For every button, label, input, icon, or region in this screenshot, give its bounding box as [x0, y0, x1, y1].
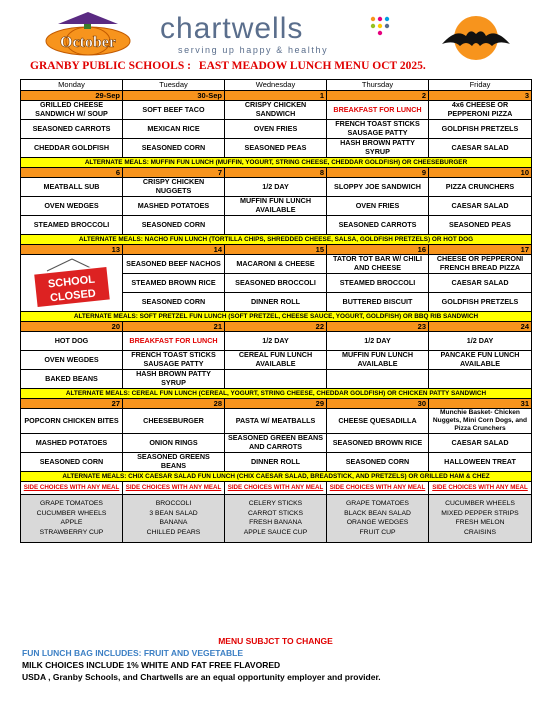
menu-change-notice: MENU SUBJCT TO CHANGE: [218, 636, 333, 646]
menu-item: DINNER ROLL: [225, 453, 327, 472]
side-choices-heading: SIDE CHOICES WITH ANY MEAL: [327, 482, 429, 495]
alternate-meals: ALTERNATE MEALS: CHIX CAESAR SALAD FUN LUNCH (CHIX CAESAR SALAD, BREADSTICK, AND PRETZELS) OR GRILLED HAM & CHEZ: [21, 472, 532, 482]
date-cell: 29-Sep: [21, 91, 123, 101]
side-item: APPLE: [60, 519, 83, 526]
date-cell: 28: [123, 399, 225, 409]
menu-item: SEASONED PEAS: [429, 216, 532, 235]
menu-item: PASTA W/ MEATBALLS: [225, 409, 327, 434]
menu-item: CAESAR SALAD: [429, 197, 532, 216]
menu-item: STEAMED BROCCOLI: [327, 274, 429, 293]
brand-tagline: serving up happy & healthy: [178, 45, 329, 55]
menu-item: BREAKFAST FOR LUNCH: [123, 332, 225, 351]
weekday-header-row: [21, 80, 532, 91]
alternate-meals-row: [21, 235, 532, 245]
menu-item: TATOR TOT BAR W/ CHILI AND CHEESE: [327, 255, 429, 274]
menu-item: SEASONED CARROTS: [21, 120, 123, 139]
menu-item: [225, 216, 327, 235]
chartwells-logo: [160, 14, 400, 54]
day-header: Thursday: [327, 80, 429, 91]
date-cell: 16: [327, 245, 429, 255]
day-header: Tuesday: [123, 80, 225, 91]
date-cell: 3: [429, 91, 532, 101]
date-cell: 31: [429, 399, 532, 409]
side-item: CHILLED PEARS: [146, 528, 201, 536]
school-closed-cell: [21, 255, 123, 312]
date-cell: 15: [225, 245, 327, 255]
date-row: [21, 399, 532, 409]
side-choices-list: [327, 495, 429, 543]
side-item: FRUIT CUP: [359, 528, 396, 536]
date-cell: 29: [225, 399, 327, 409]
side-item: 3 BEAN SALAD: [149, 509, 198, 517]
menu-item: 1/2 DAY: [327, 332, 429, 351]
side-item: GRAPE TOMATOES: [40, 500, 103, 507]
menu-item: CHEESE QUESADILLA: [327, 409, 429, 434]
menu-row: [21, 370, 532, 389]
menu-item: SEASONED CORN: [123, 293, 225, 312]
side-item: BROCCOLI: [155, 500, 192, 507]
brand-name: chartwells: [160, 12, 304, 45]
menu-item: SEASONED BEEF NACHOS: [123, 255, 225, 274]
side-choices-header-row: [21, 482, 532, 495]
menu-item: SEASONED CORN: [21, 453, 123, 472]
side-item: APPLE SAUCE CUP: [243, 528, 308, 536]
menu-item: FRENCH TOAST STICKS SAUSAGE PATTY: [123, 351, 225, 370]
day-header: Wednesday: [225, 80, 327, 91]
menu-item: CAESAR SALAD: [429, 139, 532, 158]
menu-row: [21, 434, 532, 453]
october-pumpkin-logo: [38, 10, 138, 56]
menu-row: [21, 409, 532, 434]
menu-row: [21, 351, 532, 370]
menu-item: MUFFIN FUN LUNCH AVAILABLE: [225, 197, 327, 216]
alternate-meals-row: [21, 312, 532, 322]
menu-item: OVEN FRIES: [225, 120, 327, 139]
date-cell: 23: [327, 322, 429, 332]
menu-item: MASHED POTATOES: [123, 197, 225, 216]
menu-item: OVEN WEDGES: [21, 197, 123, 216]
menu-item: SEASONED BROCCOLI: [225, 274, 327, 293]
menu-item: HOT DOG: [21, 332, 123, 351]
side-item: FRESH BANANA: [249, 519, 302, 526]
side-choices-heading: SIDE CHOICES WITH ANY MEAL: [123, 482, 225, 495]
menu-item: SEASONED PEAS: [225, 139, 327, 158]
side-item: MIXED PEPPER STRIPS: [441, 509, 519, 517]
date-row: [21, 168, 532, 178]
date-cell: 8: [225, 168, 327, 178]
alternate-meals-row: [21, 158, 532, 168]
menu-item: 1/2 DAY: [429, 332, 532, 351]
date-cell: 30: [327, 399, 429, 409]
school-closed-sign: [27, 257, 117, 307]
menu-row: [21, 216, 532, 235]
menu-item: SEASONED GREEN BEANS AND CARROTS: [225, 434, 327, 453]
side-choices-list: [429, 495, 532, 543]
menu-item: [429, 370, 532, 389]
menu-item: SEASONED CORN: [327, 453, 429, 472]
menu-item: HALLOWEEN TREAT: [429, 453, 532, 472]
menu-item: GRILLED CHEESE SANDWICH W/ SOUP: [21, 101, 123, 120]
menu-item: SOFT BEEF TACO: [123, 101, 225, 120]
menu-item: BUTTERED BISCUIT: [327, 293, 429, 312]
side-item: BANANA: [159, 519, 188, 526]
fun-lunch-note: FUN LUNCH BAG INCLUDES: FRUIT AND VEGETABLE: [22, 648, 243, 658]
side-item: FRESH MELON: [455, 519, 505, 526]
date-cell: 2: [327, 91, 429, 101]
side-item: CUCUMBER WHEELS: [445, 500, 515, 507]
side-item: CARROT STICKS: [247, 509, 303, 517]
menu-item: PIZZA CRUNCHERS: [429, 178, 532, 197]
menu-item: HASH BROWN PATTY SYRUP: [327, 139, 429, 158]
menu-item: CHEESE OR PEPPERONI FRENCH BREAD PIZZA: [429, 255, 532, 274]
date-cell: 17: [429, 245, 532, 255]
alternate-meals: ALTERNATE MEALS: NACHO FUN LUNCH (TORTILLA CHIPS, SHREDDED CHEESE, SALSA, GOLDFISH PRETZELS) OR HOT DOG: [21, 235, 532, 245]
alternate-meals-row: [21, 389, 532, 399]
menu-item: CHEDDAR GOLDFISH: [21, 139, 123, 158]
date-cell: 14: [123, 245, 225, 255]
menu-row: [21, 120, 532, 139]
menu-item: BREAKFAST FOR LUNCH: [327, 101, 429, 120]
date-cell: 27: [21, 399, 123, 409]
day-header: Friday: [429, 80, 532, 91]
menu-item: FRENCH TOAST STICKS SAUSAGE PATTY: [327, 120, 429, 139]
date-cell: 9: [327, 168, 429, 178]
menu-item: SEASONED CORN: [123, 139, 225, 158]
menu-item: SEASONED BROWN RICE: [327, 434, 429, 453]
menu-item: GOLDFISH PRETZELS: [429, 120, 532, 139]
usda-statement: USDA , Granby Schools, and Chartwells are an equal opportunity employer and provider.: [22, 672, 381, 682]
side-item: BLACK BEAN SALAD: [344, 509, 411, 517]
day-header: Monday: [21, 80, 123, 91]
side-choices-heading: SIDE CHOICES WITH ANY MEAL: [225, 482, 327, 495]
date-cell: 22: [225, 322, 327, 332]
menu-item: POPCORN CHICKEN BITES: [21, 409, 123, 434]
menu-item: GOLDFISH PRETZELS: [429, 293, 532, 312]
side-choices-heading: SIDE CHOICES WITH ANY MEAL: [21, 482, 123, 495]
date-cell: 24: [429, 322, 532, 332]
alternate-meals-row: [21, 472, 532, 482]
date-cell: 21: [123, 322, 225, 332]
date-row: [21, 245, 532, 255]
side-item: CELERY STICKS: [248, 500, 303, 507]
menu-item: Munchie Basket- Chicken Nuggets, Mini Corn Dogs, and Pizza Crunchers: [429, 409, 532, 434]
title-menu: EAST MEADOW LUNCH MENU OCT 2025.: [198, 60, 426, 72]
menu-item: MACARONI & CHEESE: [225, 255, 327, 274]
menu-item: ONION RINGS: [123, 434, 225, 453]
date-cell: 20: [21, 322, 123, 332]
alternate-meals: ALTERNATE MEALS: MUFFIN FUN LUNCH (MUFFIN, YOGURT, STRING CHEESE, CHEDDAR GOLDFISH) OR CHEESEBURGER: [21, 158, 532, 168]
menu-item: CEREAL FUN LUNCH AVAILABLE: [225, 351, 327, 370]
menu-item: BAKED BEANS: [21, 370, 123, 389]
menu-item: MEATBALL SUB: [21, 178, 123, 197]
side-item: ORANGE WEDGES: [346, 519, 409, 526]
brand-dots-icon: [368, 14, 392, 38]
lunch-menu-table: [20, 79, 532, 543]
menu-item: 1/2 DAY: [225, 332, 327, 351]
alternate-meals: ALTERNATE MEALS: CEREAL FUN LUNCH (CEREAL, YOGURT, STRING CHEESE, CHEDDAR GOLDFISH) OR CHICKEN PATTY SANDWICH: [21, 389, 532, 399]
date-cell: 13: [21, 245, 123, 255]
svg-text:October: October: [60, 34, 116, 51]
menu-item: STEAMED BROCCOLI: [21, 216, 123, 235]
menu-item: CRISPY CHICKEN NUGGETS: [123, 178, 225, 197]
side-choices-heading: SIDE CHOICES WITH ANY MEAL: [429, 482, 532, 495]
menu-item: OVEN WEGDES: [21, 351, 123, 370]
svg-text:CLOSED: CLOSED: [49, 287, 96, 304]
menu-row: [21, 255, 532, 274]
menu-item: OVEN FRIES: [327, 197, 429, 216]
menu-item: 1/2 DAY: [225, 178, 327, 197]
date-cell: 30-Sep: [123, 91, 225, 101]
menu-item: CHEESEBURGER: [123, 409, 225, 434]
menu-item: CRISPY CHICKEN SANDWICH: [225, 101, 327, 120]
date-row: [21, 91, 532, 101]
side-item: GRAPE TOMATOES: [346, 500, 409, 507]
menu-item: SEASONED CORN: [123, 216, 225, 235]
date-cell: 10: [429, 168, 532, 178]
side-item: STRAWBERRY CUP: [39, 528, 104, 536]
title-school: GRANBY PUBLIC SCHOOLS :: [30, 60, 191, 72]
menu-row: [21, 178, 532, 197]
menu-item: CAESAR SALAD: [429, 434, 532, 453]
menu-item: HASH BROWN PATTY SYRUP: [123, 370, 225, 389]
menu-item: MASHED POTATOES: [21, 434, 123, 453]
svg-text:SCHOOL: SCHOOL: [46, 273, 96, 291]
side-choices-list: [123, 495, 225, 543]
menu-item: SEASONED CARROTS: [327, 216, 429, 235]
menu-item: MEXICAN RICE: [123, 120, 225, 139]
side-item: CRAISINS: [463, 528, 497, 536]
side-item: CUCUMBER WHEELS: [36, 509, 107, 517]
alternate-meals: ALTERNATE MEALS: SOFT PRETZEL FUN LUNCH (SOFT PRETZEL, CHEESE SAUCE, YOGURT, GOLDFISH) OR BBQ RIB SANDWICH: [21, 312, 532, 322]
date-cell: 6: [21, 168, 123, 178]
menu-item: PANCAKE FUN LUNCH AVAILABLE: [429, 351, 532, 370]
halloween-bat-moon-icon: [432, 14, 520, 62]
menu-item: [225, 370, 327, 389]
menu-item: MUFFIN FUN LUNCH AVAILABLE: [327, 351, 429, 370]
side-choices-list: [21, 495, 123, 543]
menu-item: SLOPPY JOE SANDWICH: [327, 178, 429, 197]
menu-item: [327, 370, 429, 389]
date-row: [21, 322, 532, 332]
menu-item: SEASONED GREENS BEANS: [123, 453, 225, 472]
menu-row: [21, 197, 532, 216]
milk-note: MILK CHOICES INCLUDE 1% WHITE AND FAT FREE FLAVORED: [22, 660, 281, 670]
menu-row: [21, 453, 532, 472]
side-choices-row: [21, 495, 532, 543]
menu-item: CAESAR SALAD: [429, 274, 532, 293]
page-title: [30, 60, 530, 72]
menu-row: [21, 332, 532, 351]
menu-item: STEAMED BROWN RICE: [123, 274, 225, 293]
side-choices-list: [225, 495, 327, 543]
menu-row: [21, 139, 532, 158]
menu-item: 4x6 CHEESE OR PEPPERONI PIZZA: [429, 101, 532, 120]
date-cell: 7: [123, 168, 225, 178]
date-cell: 1: [225, 91, 327, 101]
menu-item: DINNER ROLL: [225, 293, 327, 312]
menu-row: [21, 101, 532, 120]
menu-header: [0, 0, 553, 80]
